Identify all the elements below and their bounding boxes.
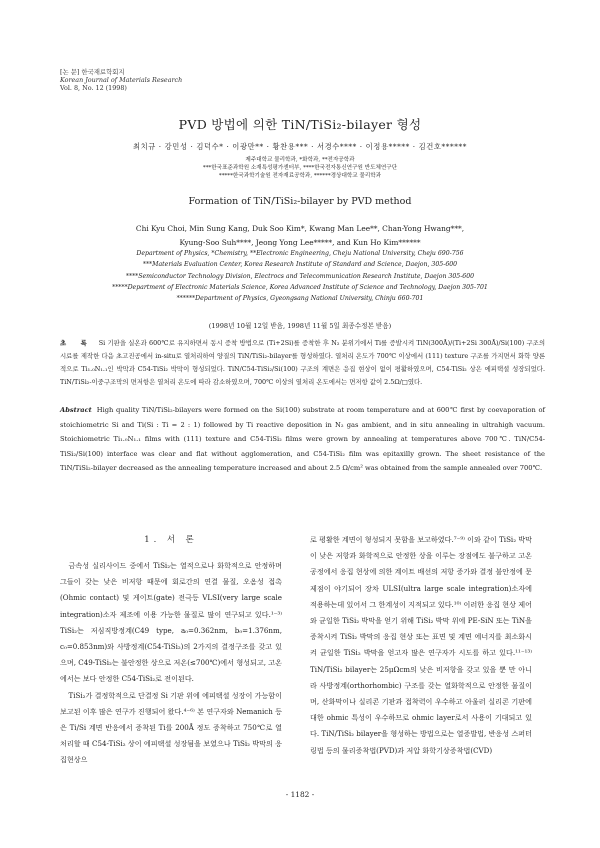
abstract-kr-text: Si 기판을 실온과 600℃로 유지하면서 동시 증착 방법으로 (Ti+2Si)를 증착한 후 N₂ 분위기에서 Ti를 증발시켜 TiN(300Å)/(Ti+2Si 300Å)/Si(100) 구조의 시료를 제작한 다음 초고진공에서 in-situ로 열처리하여 양질의 TiN/TiSi₂-bilayer를 형성하였다. 열처리 온도가 700℃ 이상에서 (111) texture 구조를 가지면서 화학 양론적으로 Ti₁.₀N₁.₁인 박막과 C54-TiSi₂ 박막이 형성되었다. TiN/C54-TiSi₂/Si(100) 구조의 계면은 응집 현상이 없이 평활하였으며, C54-TiSi₂ 상은 에피택셜 성장되었다. TiN/TiSi₂-이중구조막의 면저항은 열처리 온도에 따라 감소하였으며, 700℃ 이상의 열처리 온도에서는 면저항 값이 2.5Ω/□였다. bbox=[60, 339, 545, 387]
affiliation-kr-line: *****한국과학기술원 전자재료공학과, ******경상대학교 물리학과 bbox=[218, 173, 382, 180]
title-korean: PVD 방법에 의한 TiN/TiSi₂-bilayer 형성 bbox=[178, 117, 422, 132]
journal-header bbox=[60, 68, 182, 92]
affiliation-kr-line: ***한국표준과학원 소재특성평가센터부, ****한국전자통신연구원 반도체연구단 bbox=[202, 165, 398, 172]
affiliation-en-line: Department of Physics, *Chemistry, **Electronic Engineering, Cheju National University, Cheju 690-756 bbox=[136, 250, 464, 257]
body-paragraph: 금속성 실리사이드 중에서 TiSi₂는 열적으로나 화학적으로 안정하며 그들이 갖는 낮은 비저항 때문에 회로간의 연결 물질, 오옴성 접촉(Ohmic contact) 및 게이트(gate) 전극등 VLSI(very large scale integration)소자 제조에 이용 가능한 물질로 많이 연구되고 있다.¹⁻³⁾ TiSi₂는 저심직방정계(C49 type, a₀=0.362nm, b₀=1.376nm, c₀=0.853nm)와 사방정계(C54-TiSi₂)의 2가지의 결정구조를 갖고 있으며, C49-TiSi₂는 불안정한 상으로 저온(≤700℃)에서 형성되고, 고온에서는 보다 안정한 C54-TiSi₂로 전이된다. bbox=[60, 561, 282, 684]
affiliations-korean bbox=[0, 156, 600, 181]
author-en-line: Kyung-Soo Suh****, Jeong Yong Lee*****, and Kun Ho Kim****** bbox=[179, 238, 421, 247]
abstract-en-text: High quality TiN/TiSi₂-bilayers were formed on the Si(100) substrate at room temperature and at 600℃ first by coevaporation of stoichiometric Si and Ti(Si : Ti = 2 : 1) followed by Ti reactive deposition in N₂ gas ambient, and in situ annealing in ultrahigh vacuum. Stoichiometric Ti₁.₀N₁.₁ films with (111) texture and C54-TiSi₂ films were grown by annealing at temperatures above 700℃. TiN/C54-TiSi₂/Si(100) interface was clear and flat without agglomeration, and C54-TiSi₂ film was epitaxilly grown. The sheet resistance of the TiN/TiSi₂-bilayer decreased as the annealing temperature increased and about 2.5 Ω/cm² was obtained from the sample annealed over 700℃. bbox=[60, 406, 545, 473]
journal-volume: Vol. 8, No. 12 (1998) bbox=[60, 84, 127, 92]
affiliation-en-line: ***Materials Evaluation Center, Korea Research Institute of Standard and Science, Daejon, 305-600 bbox=[142, 261, 458, 269]
abstract-kr-label: 초 록 bbox=[60, 339, 93, 347]
body-column-left bbox=[60, 532, 282, 769]
body-paragraph: TiSi₂가 결정학적으로 단결정 Si 기판 위에 에피택셜 성장이 가능함이 보고된 이후 많은 연구가 진행되어 왔다.⁴⁻⁶⁾ 본 연구자와 Nemanich 등은 Ti/Si 계면 반응에서 증착된 Ti를 200Å 정도 증착하고 750℃로 열처리할 때 C54-TiSi₂ 상이 에피택셜 성장됨을 보였으나 TiSi₂ 박막의 응집현상으 bbox=[60, 690, 282, 765]
abstract-korean bbox=[60, 337, 545, 389]
title-english: Formation of TiN/TiSi₂-bilayer by PVD method bbox=[188, 196, 412, 207]
journal-name-en: Korean Journal of Materials Research bbox=[60, 76, 183, 84]
affiliation-en-line: ******Department of Physics, Gyeongsang National University, Chinju 660-701 bbox=[176, 295, 424, 303]
affiliations-english bbox=[0, 248, 600, 304]
page-number: - 1182 - bbox=[285, 790, 315, 799]
authors-english bbox=[0, 222, 600, 250]
abstract-english bbox=[60, 403, 545, 476]
authors-korean: 최치규 · 강민성 · 김덕수* · 이광만** · 황찬용*** · 서경수**** · 이정용***** · 김건호****** bbox=[132, 142, 468, 151]
affiliation-kr-line: 제주대학교 물리학과, *화학과, **전자공학과 bbox=[245, 157, 355, 163]
body-column-right bbox=[310, 532, 532, 759]
body-paragraph: 로 평활한 계면이 형성되지 못함을 보고하였다.⁷⁻⁹⁾ 이와 같이 TiSi₂ 박막이 낮은 저항과 화학적으로 안정한 상을 이루는 장점에도 불구하고 고온 공정에서 응집 현상에 의한 계이트 배선의 저항 증가와 결정 불안정에 문제점이 야기되어 장차 ULSI(ultra large scale integration)소자에 적용하는데 있어서 그 한계성이 지적되고 있다.¹⁰⁾ 이러한 응집 현상 제어와 균일한 TiSi₂ 박막을 얻기 위해 TiSi₂ 박막 위에 PE-SiN 또는 TiN을 증착시켜 TiSi₂ 박막의 응집 현상 또는 표면 및 계면 에너지를 최소화시켜 균일한 TiSi₂ 박막을 얻고자 많은 연구자가 시도를 하고 있다.¹¹⁻¹³⁾ TiN/TiSi₂ bilayer는 25μΩcm의 낮은 비저항을 갖고 있을 뿐 만 아니라 사방정계(orthorhombic) 구조를 갖는 열화학적으로 안정한 물질이며, 산화막이나 실리콘 기판과 접착력이 우수하고 아울러 실리콘 기판에 대한 ohmic 특성이 우수하므로 ohmic layer로서 사용이 기대되고 있다. TiN/TiSi₂ bilayer을 형성하는 방법으로는 열증발법, 반응성 스퍼터링법 등의 물리증착법(PVD)과 저압 화학기상증착법(CVD) bbox=[310, 535, 533, 755]
received-dates: (1998년 10월 12일 받음, 1998년 11월 5일 최종수정본 받음) bbox=[208, 322, 392, 330]
affiliation-en-line: ****Semiconductor Technology Division, Electrocs and Telecommunication Research Institute, Daejon 305-600 bbox=[125, 272, 475, 280]
author-en-line: Chi Kyu Choi, Min Sung Kang, Duk Soo Kim*, Kwang Man Lee**, Chan-Yong Hwang***, bbox=[135, 224, 465, 233]
affiliation-en-line: *****Department of Electronic Materials Science, Korea Advanced Institute of Science and Technology, Daejon 305-701 bbox=[112, 283, 488, 291]
journal-name-kr: [논 문] 한국재료학회지 bbox=[60, 68, 125, 76]
abstract-en-label: Abstract bbox=[60, 406, 92, 414]
section-heading-introduction: 1. 서 론 bbox=[144, 534, 198, 544]
